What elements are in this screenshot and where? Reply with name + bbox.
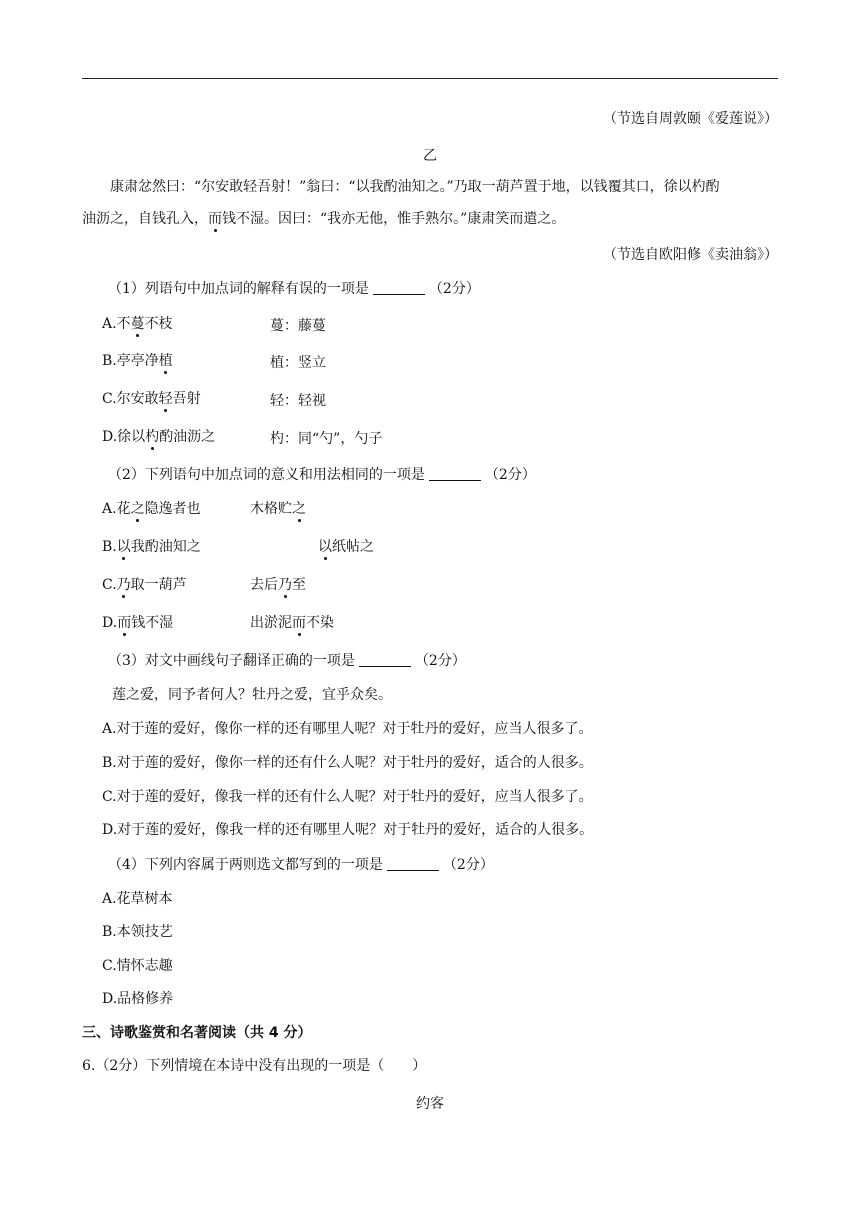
q1-option-d-expl: 杓：同“勺”，勺子: [270, 431, 383, 447]
q4-stem: （4）下列内容属于两则选文都写到的一项是 （2分）: [108, 857, 494, 873]
q1-stem: （1）列语句中加点词的解释有误的一项是 （2分）: [108, 281, 480, 297]
passage-line-2: 油沥之，自钱孔入，而钱不湿。因曰：“我亦无他，惟手熟尔。”康肃笑而遣之。: [82, 211, 566, 227]
answer-blank: [387, 856, 439, 871]
q2-option-b-2: 以纸帖之: [318, 539, 374, 555]
source-citation-1: （节选自周敦颐《爱莲说》）: [603, 111, 778, 127]
q3-option-d: D.对于莲的爱好，像我一样的还有哪里人呢？对于牡丹的爱好，适合的人很多。: [102, 822, 594, 838]
answer-blank: [429, 466, 481, 481]
source-citation-2: （节选自欧阳修《卖油翁》）: [603, 247, 778, 263]
q2-option-b-1: B.以我酌油知之: [102, 539, 201, 555]
header-rule: [82, 78, 778, 79]
q1-option-b-expl: 植：竖立: [270, 355, 326, 371]
q1-option-d: D.徐以杓酌油沥之: [102, 429, 216, 445]
q1-option-b: B.亭亭净植: [102, 353, 173, 369]
answer-blank: [359, 652, 411, 667]
q1-option-a-expl: 蔓：藤蔓: [270, 318, 326, 334]
q4-option-d: D.品格修养: [102, 991, 174, 1007]
passage-line-1: 康肃忿然曰：“尔安敢轻吾射！”翁曰：“以我酌油知之。”乃取一葫芦置于地，以钱覆其口，徐以杓酌: [110, 179, 720, 195]
q2-option-a-1: A.花之隐逸者也: [102, 501, 201, 517]
answer-blank: [373, 280, 425, 295]
q3-option-b: B.对于莲的爱好，像你一样的还有什么人呢？对于牡丹的爱好，适合的人很多。: [102, 755, 593, 771]
q4-option-a: A.花草树本: [102, 891, 173, 907]
q4-option-b: B.本领技艺: [102, 924, 173, 940]
q3-option-a: A.对于莲的爱好，像你一样的还有哪里人呢？对于牡丹的爱好，应当人很多了。: [102, 721, 593, 737]
q2-stem: （2）下列语句中加点词的意义和用法相同的一项是 （2分）: [108, 467, 536, 483]
q4-option-c: C.情怀志趣: [102, 958, 173, 974]
q2-option-d-1: D.而钱不湿: [102, 615, 174, 631]
section-heading: 三、诗歌鉴赏和名著阅读（共 4 分）: [82, 1025, 312, 1041]
q2-option-d-2: 出淤泥而不染: [250, 615, 334, 631]
passage-yi-title: 乙: [423, 148, 437, 164]
q2-option-a-2: 木格贮之: [250, 501, 306, 517]
q3-stem: （3）对文中画线句子翻译正确的一项是 （2分）: [108, 653, 466, 669]
poem-title: 约客: [416, 1096, 444, 1112]
q1-option-a: A.不蔓不枝: [102, 316, 173, 332]
q1-option-c-expl: 轻：轻视: [270, 393, 326, 409]
q2-option-c-1: C.乃取一葫芦: [102, 577, 187, 593]
q3-sentence: 莲之爱，同予者何人？牡丹之爱，宜乎众矣。: [112, 687, 392, 703]
q1-option-c: C.尔安敢轻吾射: [102, 391, 201, 407]
q2-option-c-2: 去后乃至: [250, 577, 306, 593]
q3-option-c: C.对于莲的爱好，像我一样的还有什么人呢？对于牡丹的爱好，应当人很多了。: [102, 789, 593, 805]
q6-stem: 6.（2分）下列情境在本诗中没有出现的一项是（ ）: [82, 1058, 427, 1074]
